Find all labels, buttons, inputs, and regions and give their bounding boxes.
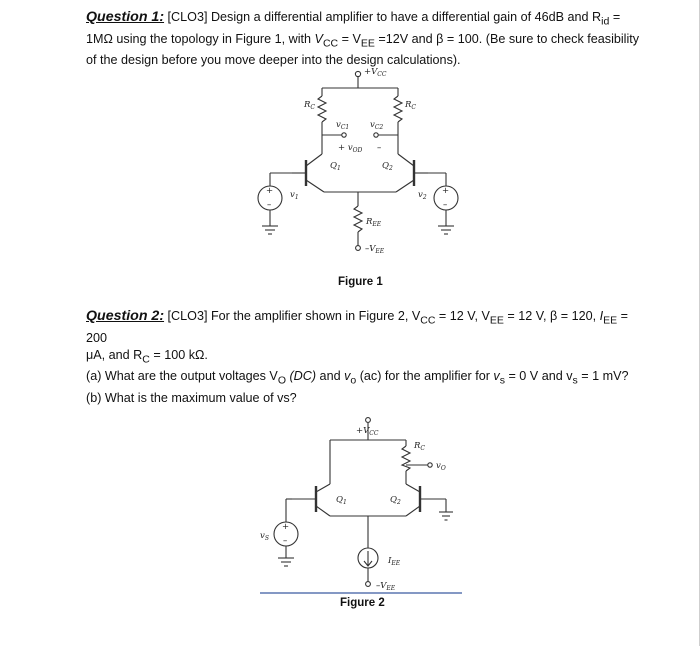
q1-label: $Q_1$	[330, 161, 341, 172]
vcc-label-2: $+V_{CC}$	[356, 426, 379, 437]
svg-text:–: –	[267, 200, 272, 210]
v1-label: $v_1$	[290, 190, 299, 201]
figure-1-caption: Figure 1	[338, 276, 383, 288]
vee-label: $-V_{EE}$	[365, 244, 385, 255]
vo-terminal	[428, 463, 432, 467]
question-2-line-1: Question 2: [CLO3] For the amplifier shown in Figure 2, $V_{CC} = 12$ V, $V_{EE} = 12$ V, β = 120, $I_{EE} = 200$	[86, 308, 629, 345]
q2-label-2: $Q_2$	[390, 495, 401, 506]
question-1-heading: Question 1:	[86, 9, 165, 25]
figure-2-caption: Figure 2	[340, 597, 385, 609]
svg-text:+: +	[282, 522, 290, 532]
v2-label: $v_2$	[418, 190, 427, 201]
rc-resistor-2	[402, 446, 410, 471]
vs-label: $v_S$	[260, 531, 269, 542]
iee-label: $I_{EE}$	[388, 556, 401, 567]
question-2-line-2: μA, and $R_C = 100$ kΩ.	[86, 347, 208, 366]
question-2-part-b: (b) What is the maximum value of vs?	[86, 390, 297, 405]
q1-transistor-2	[292, 484, 330, 516]
question-1-line-3: of the design before you move deeper into the design calculations).	[86, 53, 461, 68]
vc1-label: $v_{C1}$	[336, 120, 350, 131]
svg-text:+: +	[266, 186, 274, 196]
q2-label: $Q_2$	[382, 161, 393, 172]
svg-text:–: –	[443, 200, 448, 210]
question-2-part-a: (a) What are the output voltages $V_O$ (DC) and $v_o$ (ac) for the amplifier for $v_s = 0$ V and $v_s = 1$ mV?	[86, 369, 629, 387]
q1-label-2: $Q_1$	[336, 495, 347, 506]
vee-label-2: $-V_{EE}$	[376, 581, 396, 592]
svg-text:+: +	[442, 186, 450, 196]
rc-right-label: $R_C$	[405, 100, 416, 111]
vod-label: + $v_{OD}$	[338, 143, 363, 154]
question-1-line-2: 1MΩ using the topology in Figure 1, with $V_{CC} = V_{EE} =12V$ and β = 100. (Be sure to check feasibility	[86, 31, 640, 50]
question-1-line-1: Question 1: [CLO3] Design a differential amplifier to have a differential gain of 46dB and $R_{id}$ =	[86, 9, 621, 28]
vcc-label: $+V_{CC}$	[364, 67, 387, 78]
rc-left-label: $R_C$	[304, 100, 315, 111]
vee-terminal-2	[366, 582, 371, 587]
vcc-terminal-2	[366, 418, 371, 423]
vo-label: $v_O$	[436, 461, 446, 472]
question-2-heading: Question 2:	[86, 308, 165, 324]
vod-minus-label: –	[377, 143, 382, 153]
q2-transistor-2	[406, 484, 446, 516]
ree-label: $R_{EE}$	[366, 217, 382, 228]
vc2-label: $v_{C2}$	[370, 120, 384, 131]
rc-label-2: $R_C$	[414, 441, 425, 452]
svg-text:–: –	[283, 536, 288, 546]
